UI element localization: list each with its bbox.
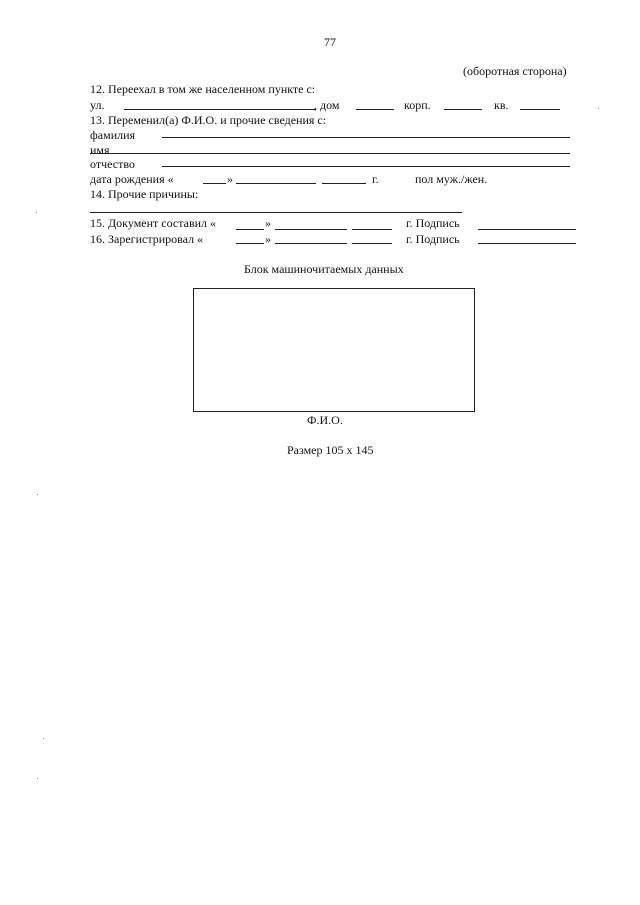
surname-field-line[interactable]	[162, 137, 570, 138]
apartment-label: кв.	[494, 98, 509, 112]
surname-label: фамилия	[90, 128, 136, 142]
house-field-line[interactable]	[356, 109, 394, 110]
item15-year-field-line[interactable]	[352, 229, 392, 230]
item16-signature-field-line[interactable]	[478, 243, 576, 244]
item15-label: 15. Документ составил «	[90, 216, 217, 230]
scan-speck	[37, 778, 38, 779]
size-note: Размер 105 х 145	[287, 443, 374, 457]
street-label: ул.	[90, 98, 105, 112]
item16-year-field-line[interactable]	[352, 243, 392, 244]
patronymic-field-line[interactable]	[162, 166, 570, 167]
birth-date-label: дата рождения «	[90, 172, 174, 186]
item15-signature-field-line[interactable]	[478, 229, 576, 230]
machine-block-title: Блок машиночитаемых данных	[244, 262, 404, 276]
other-reasons-field-line[interactable]	[90, 212, 462, 213]
item14-title: 14. Прочие причины:	[90, 187, 199, 201]
item16-month-field-line[interactable]	[275, 243, 347, 244]
sex-label: пол муж./жен.	[415, 172, 488, 186]
scan-speck	[43, 738, 44, 739]
birth-year-field-line[interactable]	[322, 183, 366, 184]
item13-title: 13. Переменил(а) Ф.И.О. и прочие сведения с:	[90, 113, 327, 127]
scan-speck	[36, 212, 37, 213]
machine-block-caption: Ф.И.О.	[307, 413, 343, 427]
birth-year-label: г.	[372, 172, 379, 186]
item12-title: 12. Переехал в том же населенном пункте с:	[90, 82, 316, 96]
apartment-field-line[interactable]	[520, 109, 560, 110]
item15-day-field-line[interactable]	[236, 229, 264, 230]
item16-quote-close: »	[265, 232, 271, 246]
patronymic-label: отчество	[90, 157, 135, 171]
building-label: корп.	[404, 98, 431, 112]
item16-year-sign: г. Подпись	[406, 232, 460, 246]
birth-day-field-line[interactable]	[203, 183, 226, 184]
birth-date-quote-close: »	[227, 172, 233, 186]
page-number: 77	[324, 35, 336, 49]
item15-month-field-line[interactable]	[275, 229, 347, 230]
scan-speck	[598, 108, 599, 109]
item15-quote-close: »	[265, 216, 271, 230]
item15-year-sign: г. Подпись	[406, 216, 460, 230]
street-field-line[interactable]	[124, 109, 316, 110]
machine-readable-box	[193, 288, 475, 412]
house-label: , дом	[314, 98, 340, 112]
building-field-line[interactable]	[444, 109, 482, 110]
item16-label: 16. Зарегистрировал «	[90, 232, 204, 246]
birth-month-field-line[interactable]	[236, 183, 316, 184]
item16-day-field-line[interactable]	[236, 243, 264, 244]
side-note: (оборотная сторона)	[463, 64, 567, 78]
name-field-line[interactable]	[90, 153, 570, 154]
scan-speck	[37, 494, 38, 495]
name-label: имя	[90, 143, 110, 157]
